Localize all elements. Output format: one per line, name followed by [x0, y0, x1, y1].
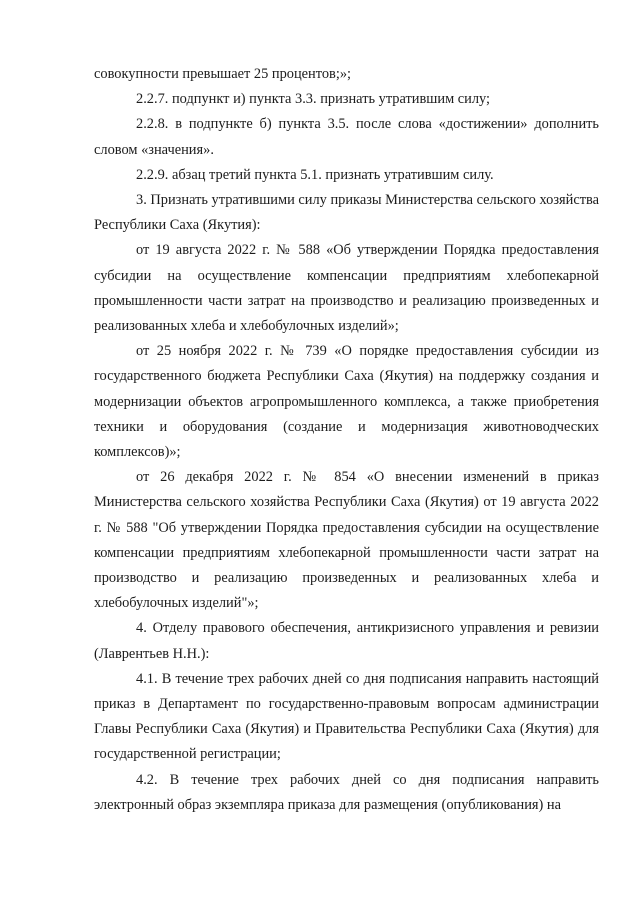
paragraph-continuation: совокупности превышает 25 процентов;»; [94, 66, 352, 82]
document-body [94, 62, 599, 818]
paragraph-3: 3. Признать утратившими силу приказы Министерства сельского хозяйства Республики Саха (Якутия): [94, 192, 599, 234]
paragraph-order-739: от 25 ноября 2022 г. № 739 «О порядке предоставления субсидии из государственного бюджета Республики Саха (Якутия) на поддержку создания и модернизации объектов агропромышленного комплекса, а также приобретения техники и оборудования (создание и модернизация животноводческих комплексов)»; [94, 343, 599, 461]
paragraph-order-854: от 26 декабря 2022 г. № 854 «О внесении изменений в приказ Министерства сельского хозяйства Республики Саха (Якутия) от 19 августа 2022 г. № 588 "Об утверждении Порядка предоставления субсидии на осуществление компенсации предприятиям хлебопекарной промышленности части затрат на производство и реализацию произведенных и реализованных хлеба и хлебобулочных изделий"»; [94, 469, 599, 612]
paragraph-order-588: от 19 августа 2022 г. № 588 «Об утверждении Порядка предоставления субсидии на осуществление компенсации предприятиям хлебопекарной промышленности части затрат на производство и реализацию произведенных и реализованных хлеба и хлебобулочных изделий»; [94, 242, 599, 335]
paragraph-4: 4. Отделу правового обеспечения, антикризисного управления и ревизии (Лаврентьев Н.Н.): [94, 620, 599, 662]
paragraph-2-2-7: 2.2.7. подпункт и) пункта 3.3. признать утратившим силу; [136, 91, 491, 108]
paragraph-2-2-9: 2.2.9. абзац третий пункта 5.1. признать утратившим силу. [136, 166, 494, 183]
paragraph-2-2-8: 2.2.8. в подпункте б) пункта 3.5. после слова «достижении» дополнить словом «значения». [94, 116, 599, 158]
paragraph-4-1: 4.1. В течение трех рабочих дней со дня подписания направить настоящий приказ в Департамент по государственно-правовым вопросам администрации Главы Республики Саха (Якутия) и Правительства Республики Саха (Якутия) для государственной регистрации; [94, 670, 599, 763]
paragraph-4-2: 4.2. В течение трех рабочих дней со дня подписания направить электронный образ экземпляра приказа для размещения (опубликования) на [94, 771, 599, 813]
